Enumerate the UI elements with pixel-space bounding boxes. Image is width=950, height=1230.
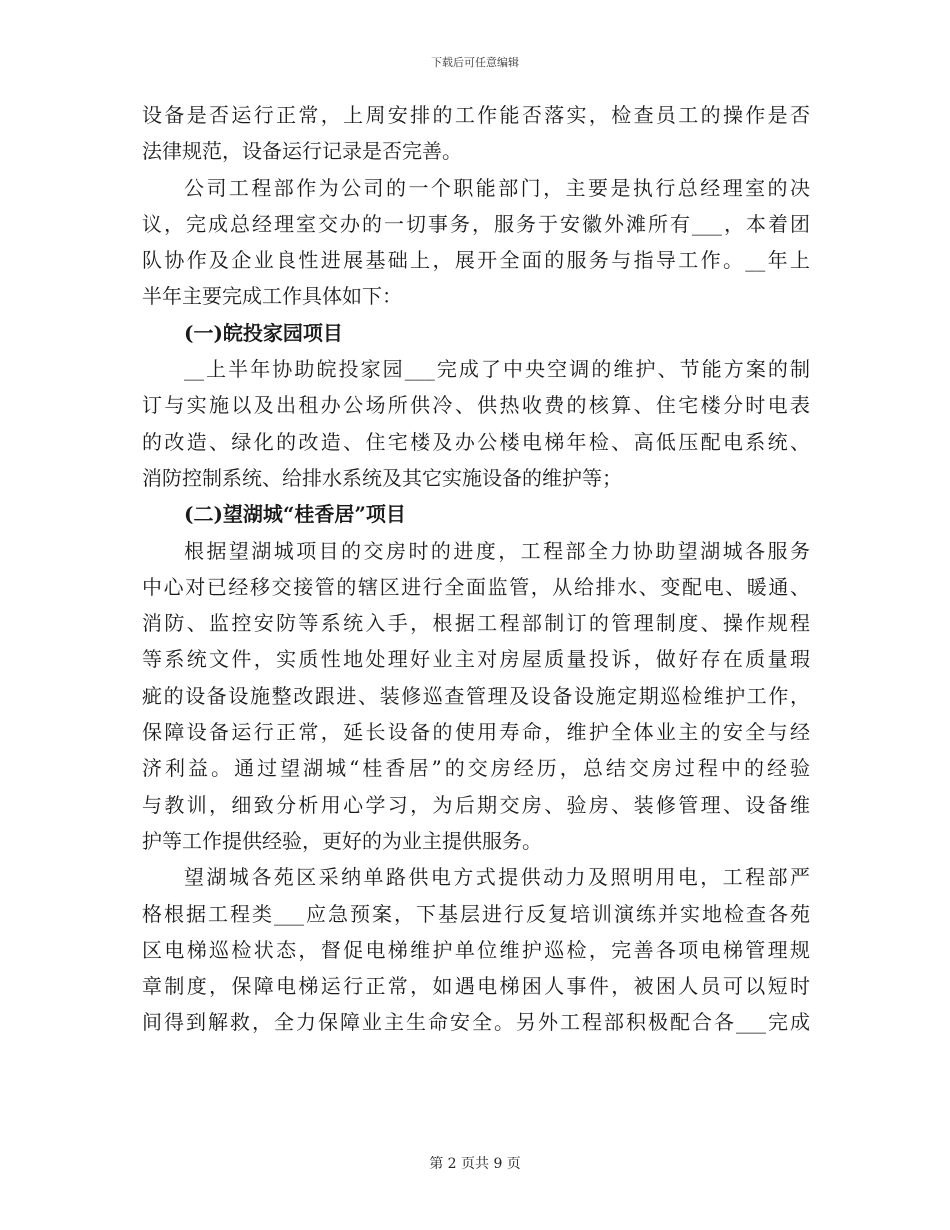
body-line: 的改造、绿化的改造、住宅楼及办公楼电梯年检、高低压配电系统、 — [142, 429, 810, 454]
body-line: 间得到解救，全力保障业主生命安全。另外工程部积极配合各___完成 — [142, 1010, 810, 1035]
page-footer: 第 2 页共 9 页 — [429, 1156, 521, 1172]
body-line: 疵的设备设施整改跟进、装修巡查管理及设备设施定期巡检维护工作， — [142, 683, 810, 708]
body-line: 中心对已经移交接管的辖区进行全面监管，从给排水、变配电、暖通、 — [142, 574, 810, 599]
body-line: 公司工程部作为公司的一个职能部门，主要是执行总经理室的决 — [184, 175, 810, 200]
body-line: 格根据工程类___应急预案，下基层进行反复培训演练并实地检查各苑 — [142, 901, 810, 926]
body-line: 半年主要完成工作具体如下： — [142, 284, 402, 309]
body-line: __上半年协助皖投家园___完成了中央空调的维护、节能方案的制 — [184, 357, 810, 382]
body-line: 区电梯巡检状态，督促电梯维护单位维护巡检，完善各项电梯管理规 — [142, 937, 810, 962]
body-line: 消防、监控安防等系统入手，根据工程部制订的管理制度、操作规程 — [142, 611, 810, 636]
section-heading: (一)皖投家园项目 — [184, 320, 343, 345]
body-line: 消防控制系统、给排水系统及其它实施设备的维护等； — [142, 465, 622, 490]
page-header: 下载后可任意编辑 — [431, 56, 519, 69]
document-body — [142, 97, 810, 1041]
body-line: 议，完成总经理室交办的一切事务，服务于安徽外滩所有___，本着团 — [142, 211, 810, 236]
section-heading: (二)望湖城“桂香居”项目 — [184, 502, 406, 527]
body-line: 根据望湖城项目的交房时的进度，工程部全力协助望湖城各服务 — [184, 538, 810, 563]
body-line: 护等工作提供经验，更好的为业主提供服务。 — [142, 828, 542, 853]
body-line: 订与实施以及出租办公场所供冷、供热收费的核算、住宅楼分时电表 — [142, 393, 810, 418]
body-line: 法律规范，设备运行记录是否完善。 — [142, 139, 462, 164]
body-line: 与教训，细致分析用心学习，为后期交房、验房、装修管理、设备维 — [142, 792, 810, 817]
body-line: 设备是否运行正常，上周安排的工作能否落实，检查员工的操作是否 — [142, 103, 810, 127]
body-line: 队协作及企业良性进展基础上，展开全面的服务与指导工作。__年上 — [142, 248, 810, 273]
body-line: 保障设备运行正常，延长设备的使用寿命，维护全体业主的安全与经 — [142, 720, 810, 745]
body-line: 济利益。通过望湖城“桂香居”的交房经历，总结交房过程中的经验 — [142, 756, 810, 781]
body-line: 望湖城各苑区采纳单路供电方式提供动力及照明用电，工程部严 — [184, 865, 810, 890]
body-line: 章制度，保障电梯运行正常，如遇电梯困人事件，被困人员可以短时 — [142, 974, 810, 999]
body-line: 等系统文件，实质性地处理好业主对房屋质量投诉，做好存在质量瑕 — [142, 647, 810, 672]
